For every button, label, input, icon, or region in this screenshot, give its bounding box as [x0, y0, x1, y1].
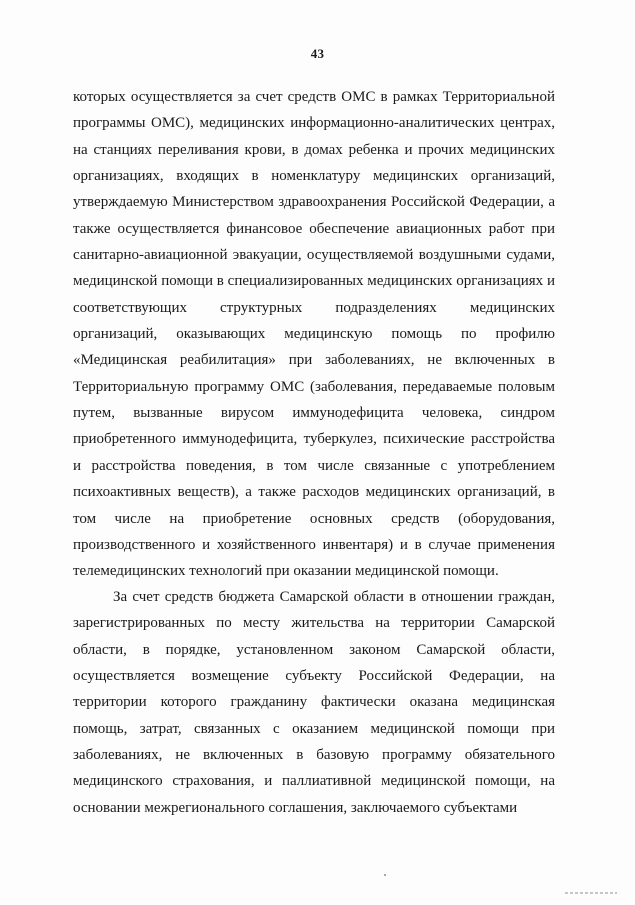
paragraph-continued	[73, 84, 555, 585]
paragraph-budget	[73, 584, 555, 821]
page-number: 43	[310, 46, 325, 61]
paragraph-text: За счет средств бюджета Самарской области в отношении граждан, зарегистрированных по месту жительства на территории Самарской области, в порядке, установленном законом Самарской области, осуществляется возмещение субъекту Российской Федерации, на территории которого гражданину фактически оказана медицинская помощь, затрат, связанных с оказанием медицинской помощи при заболеваниях, не включенных в базовую программу обязательного медицинского страхования, и паллиативной медицинской помощи, на основании межрегионального соглашения, заключаемого субъектами	[73, 589, 555, 816]
scan-artifact-dot	[384, 874, 386, 876]
scan-artifact-mark	[565, 892, 617, 894]
paragraph-text: которых осуществляется за счет средств ОМС в рамках Территориальной программы ОМС), медицинских информационно-аналитических центрах, на станциях переливания крови, в домах ребенка и прочих медицинских организациях, входящих в номенклатуру медицинских организаций, утверждаемую Министерством здравоохранения Российской Федерации, а также осуществляется финансовое обеспечение авиационных работ при санитарно-авиационной эвакуации, осуществляемой воздушными судами, медицинской помощи в специализированных медицинских организациях и соответствующих структурных подразделениях медицинских организаций, оказывающих медицинскую помощь по профилю «Медицинская реабилитация» при заболеваниях, не включенных в Территориальную программу ОМС (заболевания, передаваемые половым путем, вызванные вирусом иммунодефицита человека, синдром приобретенного иммунодефицита, туберкулез, психические расстройства и расстройства поведения, в том числе связанные с употреблением психоактивных веществ), а также расходов медицинских организаций, в том числе на приобретение основных средств (оборудования, производственного и хозяйственного инвентаря) и в случае применения телемедицинских технологий при оказании медицинской помощи.	[73, 89, 555, 580]
